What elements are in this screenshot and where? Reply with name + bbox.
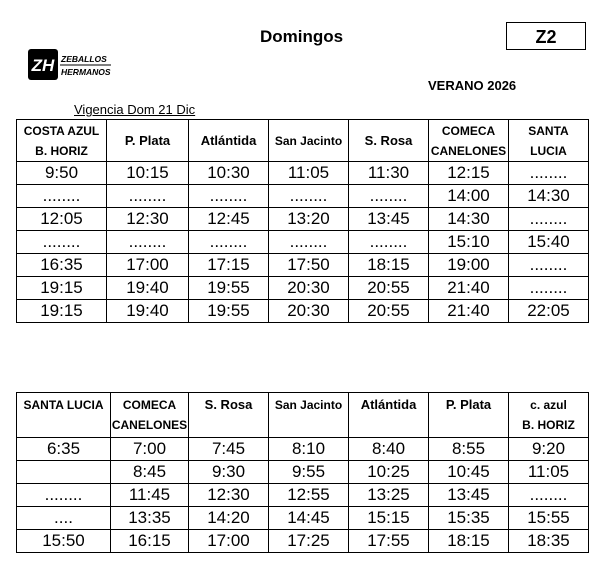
header-line: San Jacinto (274, 133, 343, 148)
header-line: Atlántida (200, 132, 257, 148)
time-cell: 11:45 (111, 484, 189, 507)
header-line: COSTA AZUL (23, 123, 100, 138)
time-cell: ........ (509, 208, 589, 231)
column-header-san-jacinto (269, 393, 349, 438)
time-cell: ........ (269, 185, 349, 208)
time-cell: ........ (509, 254, 589, 277)
time-cell: 14:30 (429, 208, 509, 231)
table-row (17, 231, 589, 254)
time-cell: 20:30 (269, 277, 349, 300)
time-cell: 13:20 (269, 208, 349, 231)
time-cell: 12:30 (107, 208, 189, 231)
header-line: P. Plata (124, 132, 171, 148)
time-cell: 20:30 (269, 300, 349, 323)
time-cell: 17:00 (189, 530, 269, 553)
page-title: Domingos (259, 27, 344, 46)
time-cell: ........ (509, 277, 589, 300)
time-cell: 6:35 (17, 438, 111, 461)
time-cell: 13:45 (349, 208, 429, 231)
column-header-san-jacinto (269, 120, 349, 162)
time-cell: ........ (17, 185, 107, 208)
header-line: c. azul (530, 398, 567, 412)
season-label: VERANO 2026 (428, 78, 517, 93)
header-line: S. Rosa (364, 132, 413, 148)
column-header-costa-azul-b-horiz (17, 120, 107, 162)
column-header-s-rosa (349, 120, 429, 162)
time-cell: 7:00 (111, 438, 189, 461)
time-cell: 8:45 (111, 461, 189, 484)
time-cell: 13:35 (111, 507, 189, 530)
table-row (17, 461, 589, 484)
time-cell: 9:30 (189, 461, 269, 484)
time-cell: 18:15 (429, 530, 509, 553)
time-cell: 20:55 (349, 300, 429, 323)
time-cell: 17:15 (189, 254, 269, 277)
time-cell: 13:25 (349, 484, 429, 507)
header-line: B. HORIZ (35, 143, 88, 158)
time-cell: 9:55 (269, 461, 349, 484)
time-cell: 8:10 (269, 438, 349, 461)
time-cell: 13:45 (429, 484, 509, 507)
time-cell: 15:50 (17, 530, 111, 553)
time-cell: 19:40 (107, 277, 189, 300)
time-cell: 17:25 (269, 530, 349, 553)
time-cell: ........ (189, 231, 269, 254)
header-line: Atlántida (360, 397, 417, 412)
timetable-outbound (16, 119, 589, 323)
time-cell: 10:25 (349, 461, 429, 484)
time-cell: ........ (189, 185, 269, 208)
header-line: SANTA LUCIA (528, 123, 569, 158)
time-cell: 9:50 (17, 162, 107, 185)
table-row (17, 208, 589, 231)
time-cell: 14:45 (269, 507, 349, 530)
time-cell: 12:30 (189, 484, 269, 507)
time-cell: ........ (107, 231, 189, 254)
column-header-p-plata (107, 120, 189, 162)
time-cell: ........ (349, 185, 429, 208)
time-cell: 17:55 (349, 530, 429, 553)
time-cell: 19:40 (107, 300, 189, 323)
table-row (17, 507, 589, 530)
time-cell: 10:45 (429, 461, 509, 484)
time-cell: ........ (349, 231, 429, 254)
table-row (17, 484, 589, 507)
column-header-atlantida (189, 120, 269, 162)
time-cell: 15:10 (429, 231, 509, 254)
column-header-santa-lucia (17, 393, 111, 438)
column-header-s-rosa (189, 393, 269, 438)
header-line: CANELONES (430, 143, 507, 158)
time-cell: 16:35 (17, 254, 107, 277)
time-cell: 14:20 (189, 507, 269, 530)
time-cell: 21:40 (429, 277, 509, 300)
time-cell: 9:20 (509, 438, 589, 461)
time-cell: ........ (17, 484, 111, 507)
column-header-c-azul-b-horiz (509, 393, 589, 438)
table-row (17, 254, 589, 277)
time-cell: 14:30 (509, 185, 589, 208)
timetable-return (16, 392, 589, 553)
time-cell: 18:35 (509, 530, 589, 553)
logo-line2: HERMANOS (61, 67, 111, 77)
column-header-p-plata (429, 393, 509, 438)
time-cell: 11:05 (269, 162, 349, 185)
header-line: COMECA (122, 398, 177, 412)
header-line: CANELONES (111, 418, 188, 432)
time-cell (17, 461, 111, 484)
time-cell: 19:15 (17, 277, 107, 300)
time-cell: 7:45 (189, 438, 269, 461)
time-cell: ........ (17, 231, 107, 254)
time-cell: 17:00 (107, 254, 189, 277)
time-cell: ........ (509, 484, 589, 507)
table-row (17, 277, 589, 300)
route-code-badge: Z2 (506, 22, 586, 50)
time-cell: ........ (269, 231, 349, 254)
logo-initials: ZH (31, 56, 55, 75)
column-header-atlantida (349, 393, 429, 438)
time-cell: 16:15 (111, 530, 189, 553)
header-line: B. HORIZ (522, 418, 575, 432)
zeballos-hermanos-logo (27, 48, 113, 81)
time-cell: 19:15 (17, 300, 107, 323)
time-cell: 15:40 (509, 231, 589, 254)
table-row (17, 185, 589, 208)
time-cell: 18:15 (349, 254, 429, 277)
table-row (17, 162, 589, 185)
time-cell: 8:40 (349, 438, 429, 461)
header-line: S. Rosa (204, 397, 253, 412)
time-cell: 10:30 (189, 162, 269, 185)
time-cell: 12:05 (17, 208, 107, 231)
time-cell: 11:05 (509, 461, 589, 484)
time-cell: 10:15 (107, 162, 189, 185)
time-cell: 21:40 (429, 300, 509, 323)
time-cell: 11:30 (349, 162, 429, 185)
time-cell: 19:55 (189, 300, 269, 323)
header-row (17, 393, 589, 438)
time-cell: 15:55 (509, 507, 589, 530)
time-cell: 12:15 (429, 162, 509, 185)
time-cell: 8:55 (429, 438, 509, 461)
time-cell: .... (17, 507, 111, 530)
time-cell: 15:15 (349, 507, 429, 530)
time-cell: 22:05 (509, 300, 589, 323)
header-line: SANTA LUCIA (23, 398, 104, 412)
table-row (17, 530, 589, 553)
column-header-comeca-canelones (429, 120, 509, 162)
table-row (17, 300, 589, 323)
time-cell: 19:55 (189, 277, 269, 300)
header-line: COMECA (441, 123, 496, 138)
header-line: San Jacinto (274, 398, 343, 412)
time-cell: 14:00 (429, 185, 509, 208)
logo-line1: ZEBALLOS (61, 54, 107, 64)
time-cell: 20:55 (349, 277, 429, 300)
column-header-comeca-canelones (111, 393, 189, 438)
validity-label: Vigencia Dom 21 Dic (74, 102, 196, 117)
column-header-santa-lucia (509, 120, 589, 162)
time-cell: 17:50 (269, 254, 349, 277)
header-row (17, 120, 589, 162)
table-row (17, 438, 589, 461)
time-cell: 19:00 (429, 254, 509, 277)
header-line: P. Plata (445, 397, 492, 412)
time-cell: 12:55 (269, 484, 349, 507)
time-cell: 12:45 (189, 208, 269, 231)
time-cell: ........ (509, 162, 589, 185)
time-cell: 15:35 (429, 507, 509, 530)
time-cell: ........ (107, 185, 189, 208)
